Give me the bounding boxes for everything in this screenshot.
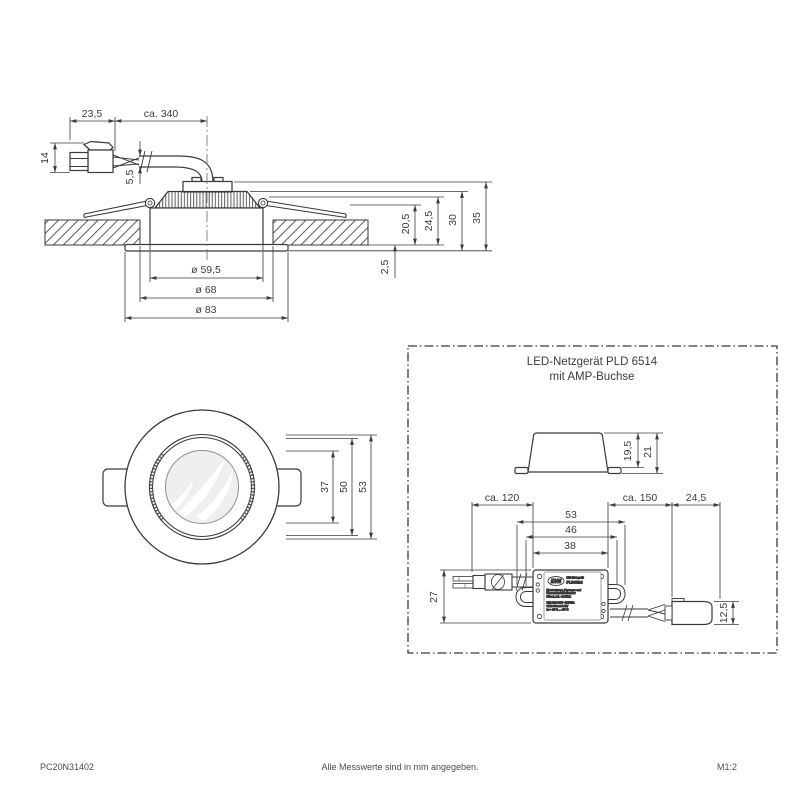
- fixture-front-view: [103, 410, 301, 564]
- dim-recess-depth: 20,5: [400, 213, 412, 235]
- housing-can: [150, 208, 263, 245]
- label-line3: 350mA, 2.1 - 8.2 Watt: [546, 595, 571, 599]
- fixture-side-view: [45, 142, 368, 252]
- amp-plug-top-view: [665, 599, 712, 625]
- scale-label: M1:2: [716, 762, 737, 772]
- dim-cable-out: ca. 150: [622, 492, 658, 504]
- dim-dia-lens: 37: [319, 481, 331, 493]
- dim-heatsink-height: 30: [447, 214, 459, 226]
- dim-driver-total-height: 21: [642, 446, 654, 458]
- wire-twist: [113, 155, 139, 168]
- dim-dia-inner: 50: [338, 481, 350, 493]
- driver-top-view: [453, 570, 712, 625]
- dim-body-depth: 27: [428, 591, 440, 603]
- spring-clip-right: [258, 198, 346, 217]
- ceiling-section-right: [273, 220, 368, 245]
- label-product: LED-Netzgerät: [566, 576, 584, 580]
- doc-number: PC20N31402: [40, 762, 95, 772]
- spring-clip-left: [84, 198, 155, 217]
- front-view-dimension-labels: [319, 481, 369, 493]
- driver-label: [544, 572, 601, 620]
- dim-connector-height: 14: [39, 152, 51, 164]
- label-model: PLD6514: [566, 580, 583, 585]
- dim-driver-body-height: 19,5: [622, 440, 634, 462]
- dim-dia-ring: 53: [357, 481, 369, 493]
- driver-title-line2: mit AMP-Buchse: [549, 371, 635, 383]
- label-line6: ta = -20°C ... +50°C: [546, 608, 569, 612]
- dim-plug-length: 24,5: [685, 492, 707, 504]
- driver-panel: [408, 346, 777, 653]
- label-line1: Konstantstrom, Phasenan- und: [546, 589, 581, 592]
- footer: [40, 762, 737, 772]
- label-line4: PRI: 220-240V~ 50/60Hz: [546, 601, 575, 605]
- heatsink-fins: [155, 192, 260, 209]
- dim-dia-cutout: ø 59,5: [191, 264, 221, 276]
- amp-connector-side-view: [70, 142, 113, 173]
- dim-plug-height: 12,5: [718, 602, 730, 624]
- output-lead: [610, 605, 665, 622]
- label-line2: Phasenabschnitt dimmbar: [546, 592, 576, 596]
- dim-width-holes: 46: [565, 524, 577, 536]
- terminal-block: [183, 178, 232, 193]
- dim-cable-length: ca. 340: [143, 108, 179, 120]
- dim-dia-bezel: ø 83: [195, 304, 217, 316]
- label-line5: SEC: 350mA 6-12V: [546, 605, 569, 608]
- dim-width-overall: 53: [565, 509, 577, 521]
- dim-dia-housing: ø 68: [195, 284, 217, 296]
- dim-bezel-protrusion: 2,5: [379, 259, 391, 275]
- ceiling-section-left: [45, 220, 140, 245]
- mains-cable: [139, 151, 213, 182]
- label-brand: EVN: [550, 579, 562, 585]
- units-note: Alle Messwerte sind in mm angegeben.: [321, 762, 479, 772]
- dim-clip-height: 24,5: [423, 210, 435, 232]
- driver-title-line1: LED-Netzgerät PLD 6514: [526, 356, 658, 368]
- dim-connector-length: 23,5: [81, 108, 103, 120]
- dim-width-body: 38: [564, 540, 576, 552]
- trim-bezel: [125, 245, 288, 252]
- dim-cable-in: ca. 120: [484, 492, 520, 504]
- dim-total-height: 35: [471, 212, 483, 224]
- mounting-ear-left: [516, 588, 533, 607]
- dim-cable-diameter: 5,5: [124, 169, 136, 185]
- driver-side-view: [515, 433, 621, 474]
- mounting-ear-right: [608, 585, 625, 604]
